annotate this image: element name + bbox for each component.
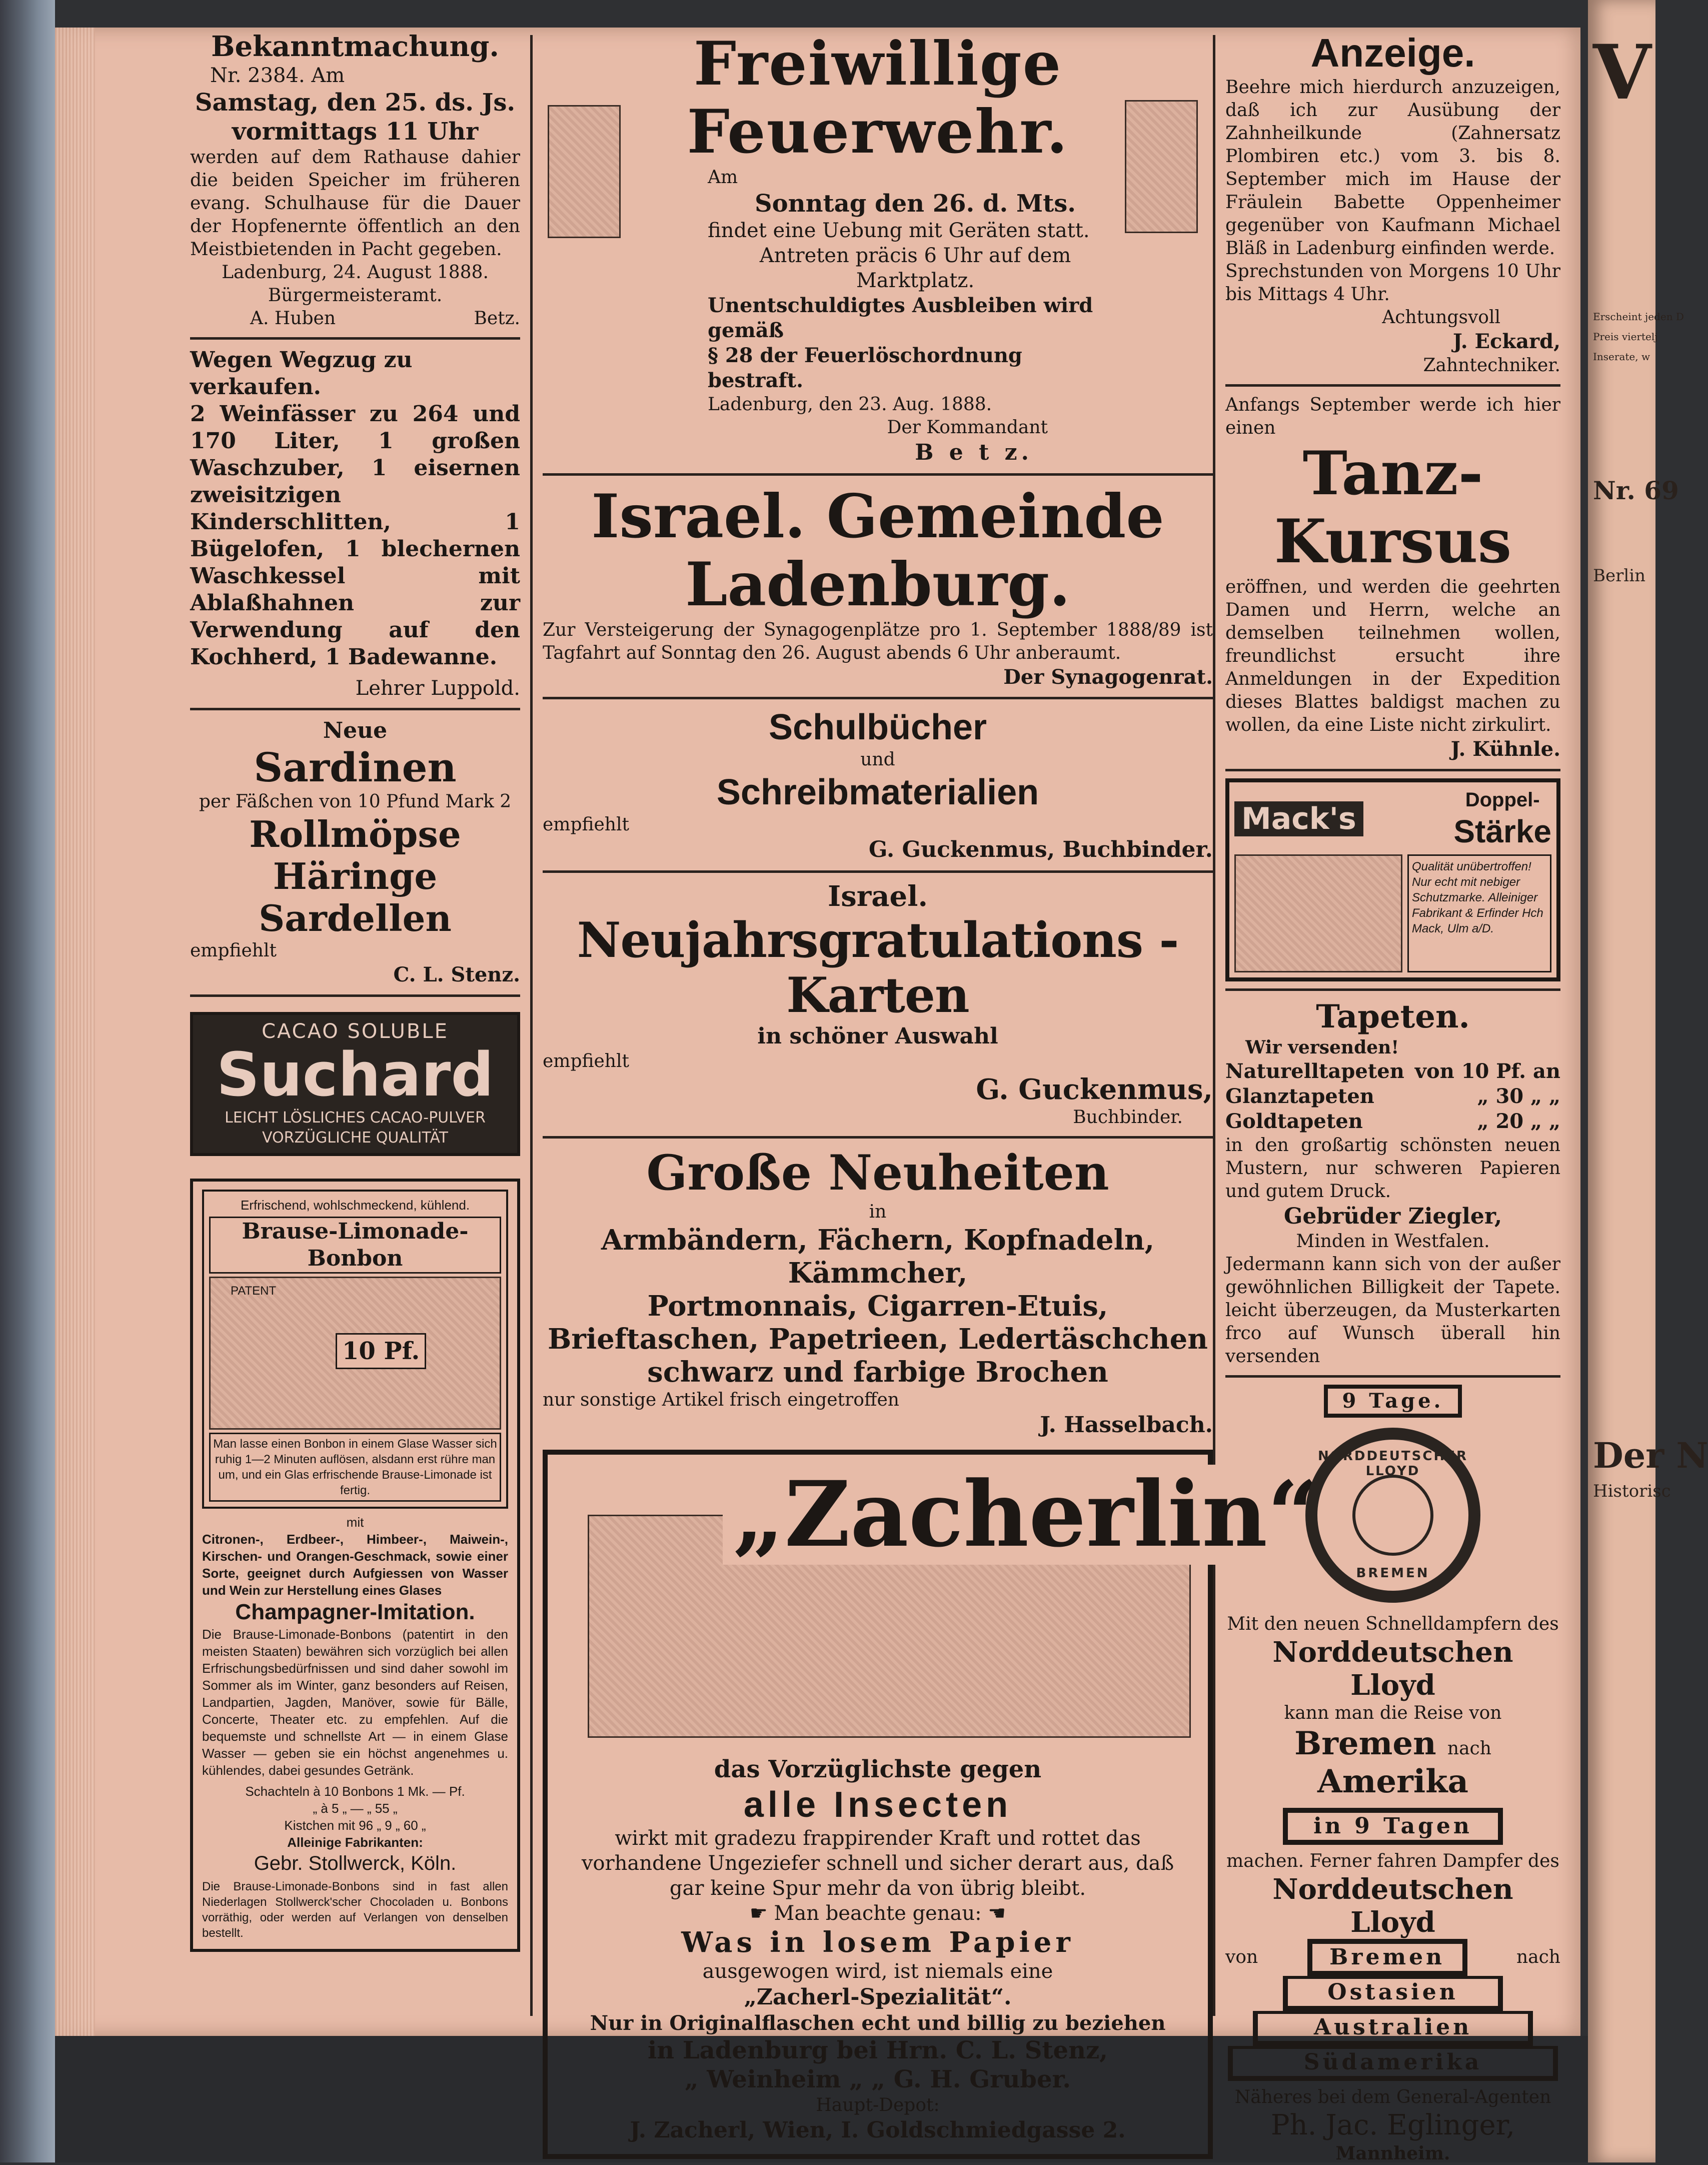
ad-wegzug — [190, 347, 520, 701]
mack-brand: Mack's — [1234, 801, 1363, 836]
lloyd-line5: machen. Ferner fahren Dampfer des — [1226, 1851, 1559, 1871]
schul-und: und — [860, 749, 895, 770]
feuerwehr-am: Am — [708, 167, 738, 188]
feuerwehr-title: Freiwillige Feuerwehr. — [687, 29, 1069, 167]
brause-instructions: Man lasse einen Bonbon in einem Glase Wasser sich ruhig 1—2 Minuten auflösen, alsdann erst rühre man um, und ein Glas erfrischende Brause-Limonade ist fertig. — [209, 1433, 501, 1502]
wegzug-title: Wegen Wegzug zu verkaufen. — [190, 347, 413, 400]
neuheiten-signature: J. Hasselbach. — [1040, 1412, 1213, 1438]
lloyd-line1: Mit den neuen Schnelldampfern des — [1227, 1614, 1559, 1634]
brause-price-line1: Schachteln à 10 Bonbons 1 Mk. — Pf. — [245, 1784, 465, 1799]
ad-brause-limonade — [190, 1179, 520, 1952]
feuerwehr-place: Ladenburg, den 23. Aug. 1888. — [708, 394, 992, 415]
tapeten-row2-price: „ 30 „ „ — [1477, 1085, 1560, 1108]
lloyd-line6: Norddeutschen Lloyd — [1272, 1873, 1513, 1939]
divider — [1225, 988, 1560, 991]
firefighter-signal-illustration — [1125, 100, 1198, 233]
column-right — [1225, 30, 1560, 2165]
lloyd-box-australien: Australien — [1253, 2011, 1533, 2046]
next-page-text-7: Historisc — [1593, 1481, 1671, 1501]
zacherlin-depot: Haupt-Depot: — [816, 2095, 940, 2115]
zacherlin-loose: Was in losem Papier — [681, 1926, 1074, 1959]
mack-small-print: Qualität unübertroffen! Nur echt mit nebiger Schutzmarke. Alleiniger Fabrikant & Erfinder Hch Mack, Ulm a/D. — [1407, 854, 1551, 972]
divider — [543, 697, 1213, 699]
neujahr-title: Neujahrsgratulations - Karten — [577, 912, 1179, 1023]
divider — [543, 870, 1213, 873]
lloyd-emblem-ring-text: NORDDEUTSCHER LLOYD — [1317, 1449, 1468, 1479]
bekanntmachung-time: vormittags 11 Uhr — [232, 118, 479, 146]
neujahr-signature: G. Guckenmus, — [976, 1073, 1213, 1106]
tapeten-row2-name: Glanztapeten — [1225, 1085, 1374, 1108]
neujahr-signature2: Buchbinder. — [1073, 1107, 1183, 1128]
wegzug-signature: Lehrer Luppold. — [355, 677, 520, 700]
ad-bekanntmachung — [190, 30, 520, 330]
divider — [1225, 384, 1560, 387]
feuerwehr-line3: Unentschuldigtes Ausbleiben wird gemäß — [708, 294, 1093, 342]
gnomes-illustration — [209, 1277, 501, 1430]
anzeige-regards: Achtungsvoll — [1382, 307, 1500, 328]
divider — [190, 337, 520, 340]
feuerwehr-line4: § 28 der Feuerlöschordnung bestraft. — [708, 344, 1022, 392]
tapeten-firm: Gebrüder Ziegler, — [1283, 1204, 1502, 1229]
ad-feuerwehr — [543, 30, 1213, 466]
lloyd-route-to: Amerika — [1317, 1763, 1468, 1800]
zacherlin-line6: in Ladenburg bei Hrn. C. L. Stenz, — [648, 2036, 1108, 2064]
tapeten-row3-name: Goldtapeten — [1225, 1110, 1363, 1133]
mack-laundry-illustration — [1234, 854, 1402, 972]
tanz-title: Tanz-Kursus — [1274, 438, 1512, 577]
anzeige-hours: Sprechstunden von Morgens 10 Uhr bis Mittags 4 Uhr. — [1225, 261, 1560, 305]
feuerwehr-date: Sonntag den 26. d. Mts. — [755, 190, 1076, 218]
divider — [190, 708, 520, 710]
ad-zacherlin — [543, 1450, 1319, 2159]
israel-signature: Der Synagogenrat. — [1003, 665, 1213, 689]
bekanntmachung-body: werden auf dem Rathause dahier die beiden Speicher im früheren evang. Schulhause für die Dauer der Hopfenernte öffentlich an den Meistbietenden in Pacht gegeben. — [190, 147, 520, 260]
next-page-text-1: Erscheint jeden D — [1593, 311, 1684, 323]
sardinen-neue: Neue — [323, 718, 388, 743]
ad-tanzkursus — [1225, 394, 1560, 762]
brause-patent-label: PATENT — [231, 1284, 277, 1298]
schul-title1: Schulbücher — [768, 707, 987, 747]
tapeten-body2: Jedermann kann sich von der außer gewöhnlichen Billigkeit der Tapete. leicht überzeugen, da Musterkarten frco auf Wunsch überall hin versenden — [1225, 1254, 1560, 1367]
zacherlin-line2: alle Insecten — [743, 1785, 1012, 1825]
neuheiten-line1: Armbändern, Fächern, Kopfnadeln, Kämmcher, — [601, 1224, 1155, 1290]
zacherlin-line1: das Vorzüglichste gegen — [714, 1755, 1042, 1783]
divider — [543, 473, 1213, 476]
sardinen-price: per Fäßchen von 10 Pfund Mark 2 — [199, 791, 512, 812]
lloyd-box-9-tagen: in 9 Tagen — [1283, 1808, 1503, 1845]
divider — [543, 1136, 1213, 1139]
lloyd-route-from: Bremen — [1294, 1725, 1436, 1762]
ad-israel-gemeinde — [543, 483, 1213, 690]
sardinen-signature: C. L. Stenz. — [393, 963, 520, 986]
ad-neujahr — [543, 880, 1213, 1129]
next-page-masthead: V — [1593, 29, 1651, 117]
neuheiten-line3: Brieftaschen, Papetrieen, Ledertäschchen — [548, 1323, 1208, 1356]
next-page-text-5: Berlin — [1593, 566, 1646, 586]
bekanntmachung-number: Nr. 2384. Am — [210, 64, 345, 87]
zacherlin-note: ☛ Man beachte genau: ☚ — [749, 1902, 1006, 1925]
lloyd-line2: Norddeutschen Lloyd — [1272, 1636, 1513, 1702]
tapeten-row1-price: von 10 Pf. an — [1414, 1059, 1560, 1083]
brause-footer: Die Brause-Limonade-Bonbons sind in fast allen Niederlagen Stollwerck'scher Chocoladen u. Bonbons vorräthig, oder werden auf Verlangen von denselben bestellt. — [202, 1880, 508, 1940]
neuheiten-line5: nur sonstige Artikel frisch eingetroffen — [543, 1390, 899, 1410]
lloyd-agent-name: Ph. Jac. Eglinger, — [1270, 2109, 1515, 2141]
tapeten-title: Tapeten. — [1316, 998, 1470, 1035]
neuheiten-line2: Portmonnais, Cigarren-Etuis, — [647, 1290, 1108, 1323]
brause-header-box — [202, 1190, 508, 1509]
suchard-sub2: VORZÜGLICHE QUALITÄT — [262, 1129, 448, 1147]
tapeten-line1: Wir versenden! — [1245, 1037, 1399, 1058]
brause-maker: Gebr. Stollwerck, Köln. — [254, 1852, 457, 1874]
lloyd-route-nach: nach — [1447, 1738, 1491, 1759]
divider — [190, 994, 520, 997]
mack-doppel: Doppel- — [1465, 789, 1540, 811]
next-page-issue-number: Nr. 69 — [1593, 476, 1679, 505]
column-left — [190, 30, 520, 1952]
neujahr-israel: Israel. — [828, 880, 928, 913]
brause-price-line3: Kistchen mit 96 „ 9 „ 60 „ — [284, 1818, 426, 1833]
schul-title2: Schreibmaterialien — [716, 772, 1039, 812]
israel-title: Israel. Gemeinde Ladenburg. — [591, 481, 1164, 620]
lloyd-agent-city: Mannheim. — [1335, 2143, 1450, 2164]
bekanntmachung-office: Bürgermeisteramt. — [268, 285, 443, 306]
suchard-brand: Suchard — [216, 1040, 494, 1110]
ad-suchard — [190, 1012, 520, 1156]
suchard-top: CACAO SOLUBLE — [262, 1020, 449, 1043]
lloyd-box-bremen: Bremen — [1307, 1939, 1467, 1976]
zacherlin-body: wirkt mit gradezu frappirender Kraft und rottet das vorhandene Ungeziefer schnell und sicher derart aus, daß gar keine Spur mehr da von übrig bleibt. — [581, 1827, 1174, 1900]
tapeten-row3-price: „ 20 „ „ — [1477, 1110, 1560, 1133]
zacherlin-line5: Nur in Originalflaschen echt und billig zu beziehen — [590, 2011, 1166, 2035]
firefighter-ladder-illustration — [548, 105, 621, 238]
brause-flavors: Citronen-, Erdbeer-, Himbeer-, Maiwein-, Kirschen- und Orangen-Geschmack, sowie einer Sorte, geeignet durch Aufgiessen von Wasser und Wein zur Herstellung eines Glases — [202, 1532, 508, 1598]
israel-body: Zur Versteigerung der Synagogenplätze pro 1. September 1888/89 ist Tagfahrt auf Sonntag den 26. August abends 6 Uhr anberaumt. — [543, 620, 1213, 663]
zacherlin-line3: ausgewogen wird, ist niemals eine — [702, 1960, 1053, 1983]
brause-title: Brause-Limonade-Bonbon — [209, 1217, 501, 1274]
ad-tapeten — [1225, 998, 1560, 1368]
sardellen-title: Sardellen — [259, 897, 452, 939]
tapeten-row1-name: Naturelltapeten — [1225, 1059, 1404, 1083]
neujahr-empfiehlt: empfiehlt — [543, 1051, 629, 1071]
ad-mack-staerke — [1225, 778, 1560, 981]
lloyd-route — [1225, 1725, 1560, 1801]
rollmoepse-title: Rollmöpse — [249, 813, 461, 855]
bekanntmachung-signature-right: Betz. — [474, 308, 520, 329]
tanz-line1: Anfangs September werde ich hier einen — [1225, 395, 1560, 438]
lloyd-box-suedamerika: Südamerika — [1228, 2046, 1558, 2081]
bekanntmachung-signature-left: A. Huben — [250, 308, 336, 329]
zacherlin-line4: „Zacherl-Spezialität“. — [744, 1984, 1012, 2010]
lloyd-emblem — [1305, 1428, 1480, 1603]
lloyd-days-box: 9 Tage. — [1324, 1385, 1462, 1418]
zacherlin-address: J. Zacherl, Wien, I. Goldschmiedgasse 2. — [630, 2117, 1126, 2143]
suchard-sub1: LEICHT LÖSLICHES CACAO-PULVER — [225, 1109, 486, 1127]
anchor-key-icon — [1352, 1475, 1433, 1556]
zacherlin-note-text: Man beachte genau: — [774, 1902, 982, 1925]
anzeige-title2: Zahntechniker. — [1423, 355, 1560, 376]
schul-empfiehlt: empfiehlt — [543, 814, 629, 835]
book-binding — [0, 0, 55, 2162]
lloyd-nach: nach — [1516, 1947, 1560, 1967]
bekanntmachung-date: Samstag, den 25. ds. Js. — [195, 89, 516, 117]
divider — [1225, 1375, 1560, 1378]
tapeten-body: in den großartig schönsten neuen Mustern, nur schweren Papieren und gutem Druck. — [1225, 1135, 1560, 1202]
lloyd-emblem-city: BREMEN — [1356, 1566, 1430, 1581]
ad-norddeutscher-lloyd — [1225, 1385, 1560, 2165]
page-stack-edge — [55, 28, 95, 2036]
column-rule-1 — [530, 35, 533, 2016]
next-page-text-2: Preis viertelj — [1593, 331, 1658, 343]
tapeten-city: Minden in Westfalen. — [1296, 1231, 1490, 1252]
sardinen-empfiehlt: empfiehlt — [190, 940, 277, 961]
feuerwehr-name: B e t z. — [915, 440, 1033, 465]
neuheiten-title: Große Neuheiten — [646, 1145, 1109, 1201]
ad-schulbuecher — [543, 706, 1213, 863]
mack-staerke: Stärke — [1453, 813, 1551, 849]
divider — [1225, 769, 1560, 771]
ad-neuheiten — [543, 1146, 1213, 1439]
schul-signature: G. Guckenmus, Buchbinder. — [868, 837, 1213, 862]
zacherlin-brand: „Zacherlin“ — [723, 1465, 1329, 1565]
neuheiten-in: in — [869, 1202, 887, 1222]
lloyd-line3: kann man die Reise von — [1284, 1703, 1502, 1723]
wegzug-body: 2 Weinfässer zu 264 und 170 Liter, 1 großen Waschzuber, 1 eisernen zweisitzigen Kinderschlitten, 1 Bügelofen, 1 blechernen Waschkessel mit Ablaßhahnen zur Verwendung auf den Kochherd, 1 Badewanne. — [190, 401, 520, 670]
brause-price-line2: „ à 5 „ — „ 55 „ — [313, 1801, 398, 1816]
brause-description: Die Brause-Limonade-Bonbons (patentirt in den meisten Staaten) bewähren sich vorzüglich bei allen Erfrischungsbedürfnissen und sind daher sowohl im Sommer als im Winter, ganz besonders auf Reisen, Landpartien, Jagden, Manöver, sowie für Bälle, Concerte, Theater etc. zu empfehlen. Auf die bequemste und schnellste Art — in einem Glase Wasser — geben sie ein höchst angenehmes u. kühlendes, dabei gesundes Getränk. — [202, 1627, 508, 1778]
neuheiten-line4: schwarz und farbige Brochen — [647, 1356, 1108, 1389]
bekanntmachung-title: Bekanntmachung. — [211, 30, 499, 63]
tanz-signature: J. Kühnle. — [1450, 737, 1560, 761]
brause-tagline: Erfrischend, wohlschmeckend, kühlend. — [240, 1198, 470, 1213]
anzeige-name: J. Eckard, — [1452, 330, 1560, 353]
anzeige-title: Anzeige. — [1310, 31, 1475, 75]
lloyd-von: von — [1225, 1947, 1258, 1967]
feuerwehr-kommandant: Der Kommandant — [887, 417, 1048, 438]
lloyd-agent: Näheres bei dem General-Agenten — [1234, 2087, 1551, 2107]
ad-anzeige — [1225, 30, 1560, 377]
haeringe-title: Häringe — [273, 855, 438, 897]
next-page-text-3: Inserate, w — [1593, 351, 1650, 363]
column-rule-2 — [1213, 35, 1215, 2016]
brause-fabrikanten: Alleinige Fabrikanten: — [287, 1835, 423, 1850]
sardinen-title: Sardinen — [254, 744, 457, 791]
ad-sardinen — [190, 717, 520, 987]
zacherlin-line7: „ Weinheim „ „ G. H. Gruber. — [684, 2065, 1071, 2093]
brause-champagner: Champagner-Imitation. — [235, 1600, 475, 1624]
next-page-heading: Der N — [1593, 1435, 1708, 1476]
lloyd-box-ostasien: Ostasien — [1283, 1976, 1503, 2011]
next-page-edge — [1588, 0, 1708, 2162]
feuerwehr-line1: findet eine Uebung mit Geräten statt. — [708, 219, 1090, 242]
feuerwehr-line2: Antreten präcis 6 Uhr auf dem Marktplatz. — [759, 244, 1071, 292]
brause-mit: mit — [346, 1515, 364, 1530]
anzeige-body: Beehre mich hierdurch anzuzeigen, daß ich zur Ausübung der Zahnheilkunde (Zahnersatz Plombiren etc.) vom 3. bis 8. September mich im Hause der Fräulein Babette Oppenheimer gegenüber von Kaufmann Michael Bläß in Ladenburg einfinden werde. — [1225, 77, 1560, 259]
bekanntmachung-place-date: Ladenburg, 24. August 1888. — [222, 262, 489, 283]
tanz-body: eröffnen, und werden die geehrten Damen und Herrn, welche an demselben teilnehmen wollen, freundlichst ersucht ihre Anmeldungen in der Expedition dieses Blattes baldigst machen zu wollen, da eine Liste nicht zirkulirt. — [1225, 577, 1560, 735]
neujahr-auswahl: in schöner Auswahl — [757, 1023, 998, 1049]
brause-price-sign: 10 Pf. — [336, 1333, 426, 1369]
